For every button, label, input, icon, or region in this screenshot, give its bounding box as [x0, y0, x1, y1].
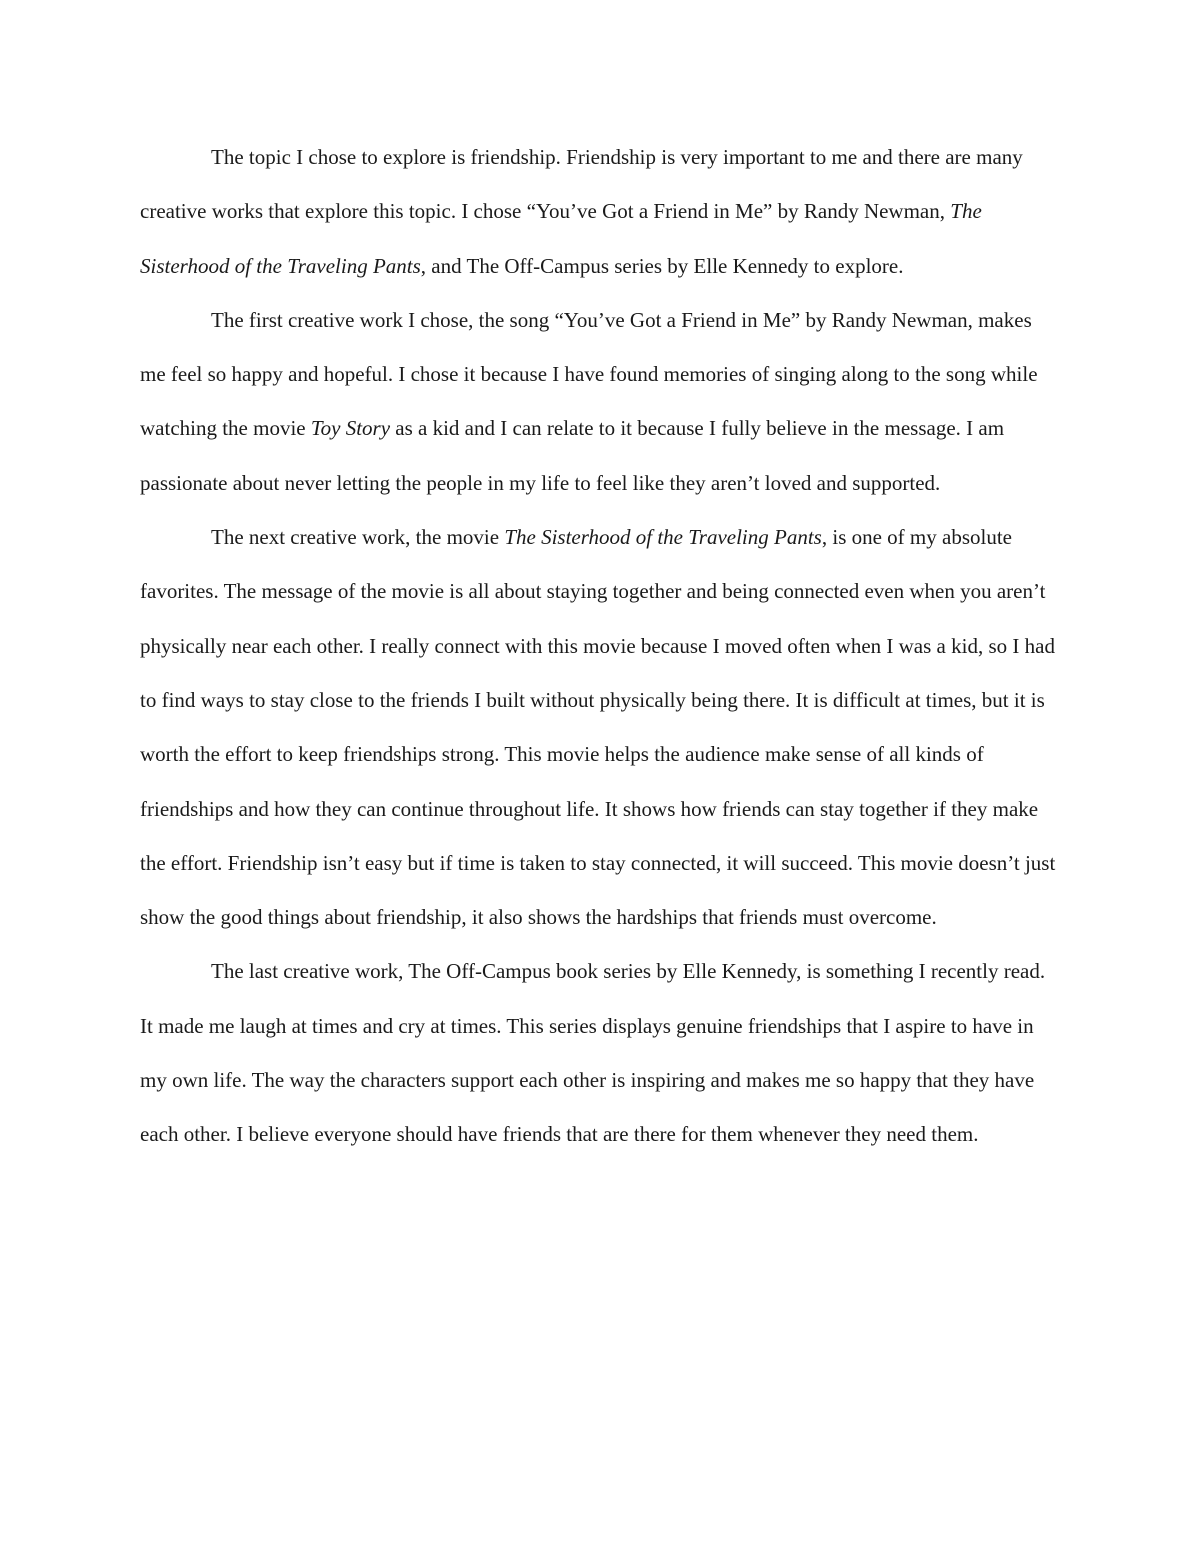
paragraph-book-series: [140, 944, 1062, 1161]
paragraph-movie: [140, 510, 1062, 944]
text-run: , is one of my absolute favorites. The message of the movie is all about staying together and being connected even when you aren’t physically near each other. I really connect with this movie because I moved often when I was a kid, so I had to find ways to stay close to the friends I built without physically being there. It is difficult at times, but it is worth the effort to keep friendships strong. This movie helps the audience make sense of all kinds of friendships and how they can continue throughout life. It shows how friends can stay together if they make the effort. Friendship isn’t easy but if time is taken to stay connected, it will succeed. This movie doesn’t just show the good things about friendship, it also shows the hardships that friends must overcome.: [140, 525, 1056, 930]
essay-body: [140, 130, 1062, 1162]
text-run: , and The Off-Campus series by Elle Kennedy to explore.: [420, 253, 904, 278]
italic-title-run: The Sisterhood of the Traveling Pants: [140, 199, 982, 278]
text-run: as a kid and I can relate to it because I fully believe in the message. I am passionate about never letting the people in my life to feel like they aren’t loved and supported.: [140, 416, 1005, 495]
text-run: The next creative work, the movie: [211, 525, 505, 550]
paragraph-intro: [140, 130, 1062, 293]
text-run: The last creative work, The Off-Campus book series by Elle Kennedy, is something I recently read. It made me laugh at times and cry at times. This series displays genuine friendships that I aspire to have in my own life. The way the characters support each other is inspiring and makes me so happy that they have each other. I believe everyone should have friends that are there for them whenever they need them.: [140, 959, 1046, 1147]
italic-title-run: Toy Story: [310, 416, 391, 441]
italic-title-run: The Sisterhood of the Traveling Pants: [504, 525, 822, 550]
text-run: The first creative work I chose, the song “You’ve Got a Friend in Me” by Randy Newman, makes me feel so happy and hopeful. I chose it because I have found memories of singing along to the song while watching the movie: [140, 307, 1038, 441]
paragraph-song: [140, 293, 1062, 510]
text-run: The topic I chose to explore is friendship. Friendship is very important to me and there are many creative works that explore this topic. I chose “You’ve Got a Friend in Me” by Randy Newman,: [140, 145, 1023, 224]
